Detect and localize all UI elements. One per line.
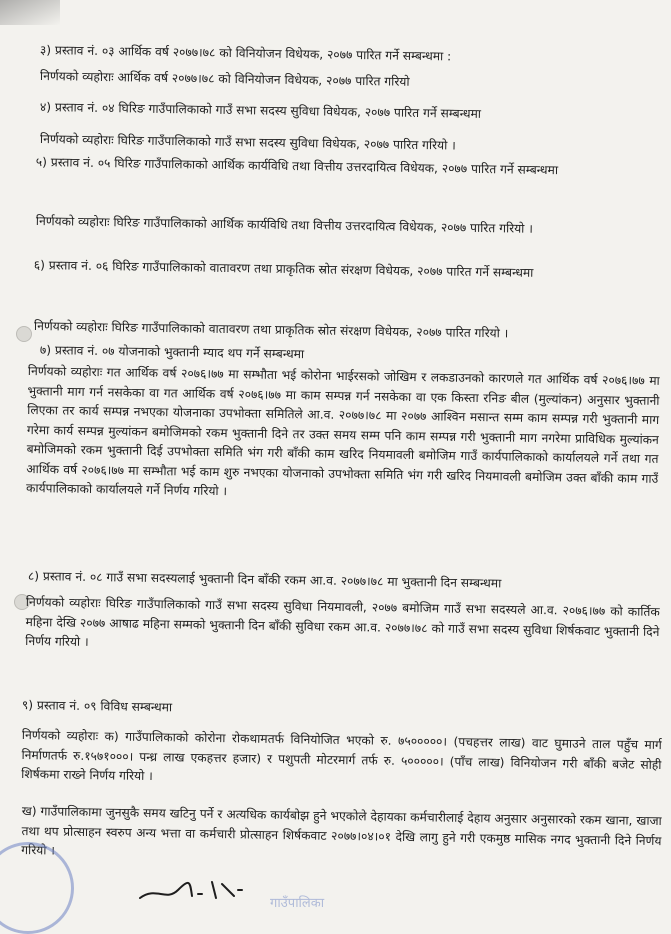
punch-hole bbox=[16, 326, 32, 342]
item-4-heading: ४) प्रस्ताव नं. ०४ घिरिङ गाउँपालिकाको गाउँ सभा सदस्य सुविधा विधेयक, २०७७ पारित गर्ने सम्बन्धमा bbox=[39, 100, 482, 121]
item-6-heading: ६) प्रस्ताव नं. ०६ घिरिङ गाउँपालिकाको वातावरण तथा प्राकृतिक स्रोत संरक्षण विधेयक, २०७७ पारित गर्ने सम्बन्धमा bbox=[33, 257, 534, 280]
item-6-decision: निर्णयको व्यहोराः घिरिङ गाउँपालिकाको वातावरण तथा प्राकृतिक स्रोत संरक्षण विधेयक, २०७७ पारित गरियो । bbox=[33, 319, 509, 341]
item-7-heading: ७) प्रस्ताव नं. ०७ योजनाको भुक्तानी म्याद थप गर्ने सम्बन्धमा bbox=[39, 343, 305, 362]
item-3-heading: ३) प्रस्ताव नं. ०३ आर्थिक वर्ष २०७७।७८ को विनियोजन विधेयक, २०७७ पारित गर्ने सम्बन्धमा : bbox=[39, 43, 452, 64]
item-8-heading: ८) प्रस्ताव नं. ०८ गाउँ सभा सदस्यलाई भुक्तानी दिन बाँकी रकम आ.व. २०७७।७८ मा भुक्तानी दिन सम्बन्धमा bbox=[27, 569, 502, 591]
item-4-decision: निर्णयको व्यहोराः घिरिङ गाउँपालिकाको गाउँ सभा सदस्य सुविधा विधेयक, २०७७ पारित गरियो । bbox=[39, 132, 456, 153]
item-7-decision: निर्णयको व्यहोराः गत आर्थिक वर्ष २०७६।७७ मा सम्भौता भई कोरोना भाईरसको जोखिम र लकडाउनको कारणले गत आर्थिक वर्ष २०७६।७७ मा भुक्तानी माग गर्न नसकेका वा गत आर्थिक वर्ष २०७६।७७ मा काम सम्पन्न गर्न नसकेका वा एक किस्ता रनिङ बील (मुल्यांकन) अनुसार भुक्तानी लिएका तर कार्य सम्पन्न नभएका योजनाका उपभोक्ता समितिले आ.व. २०७७।७८ मा २०७७ आश्विन मसान्त सम्म काम सम्पन्न गरी भुक्तानी माग गरेमा कार्य सम्पन्न मुल्यांकन बमोजिमको रकम भुक्तानी दिने तर उक्त समय सम्म पनि काम सम्पन्न गरी भुक्तानी माग नगरेमा प्राविधिक मुल्यांकन बमोजिमको रकम भुक्तानी दिई उपभोक्ता समिति भंग गरी बाँकी काम खरिद नियमावली बमोजिम गाउँ कार्यपालिकाको कार्यालयले गर्ने तथा गत आर्थिक वर्ष २०७६।७७ मा सम्भौता भई काम शुरु नभएका योजनाको उपभोक्ता समिति भंग गरी खरिद नियमावली बमोजिम उक्त बाँकी काम गाउँ कार्यपालिकाको कार्यालयले गर्ने निर्णय गरियो । bbox=[25, 363, 660, 499]
item-3-decision: निर्णयको व्यहोराः आर्थिक वर्ष २०७७।७८ को विनियोजन विधेयक, २०७७ पारित गरियो bbox=[39, 69, 410, 89]
item-5-heading: ५) प्रस्ताव नं. ०५ घिरिङ गाउँपालिकाको आर्थिक कार्यविधि तथा वित्तीय उत्तरदायित्व विधेयक, २०७७ पारित गर्ने सम्बन्धमा bbox=[35, 154, 559, 178]
item-9-decision-b: ख) गाउँपालिकामा जुनसुकै समय खटिनु पर्ने र अत्यधिक कार्यबोझ हुने भएकोले देहायका कर्मचारीलाई देहाय अनुसार अनुसारको रकम खाना, खाजा तथा थप प्रोत्साहन स्वरुप अन्य भत्ता वा कर्मचारी प्रोत्साहन शिर्षकवाट २०७७।०४।०१ देखि लागु हुने गरी एकमुष्ठ मासिक नगद भुक्तानी दिने निर्णय गरियो । bbox=[21, 803, 662, 858]
item-9-decision-a: निर्णयको व्यहोराः क) गाउँपालिकाको कोरोना रोकथामतर्फ विनियोजित भएको रु. ७५०००००। (पचहत्तर लाख) वाट घुमाउने ताल पहुँच मार्ग निर्माणतर्फ रु.१५७१०००। पन्ध्र लाख एकहत्तर हजार) र पशुपती मोटरमार्ग तर्फ रु. ५०००००। (पाँच लाख) विनियोजन गरी बाँकी बजेट सोही शिर्षकमा राख्ने निर्णय गरियो । bbox=[21, 727, 662, 784]
item-8-decision: निर्णयको व्यहोराः घिरिङ गाउँपालिकाको गाउँ सभा सदस्य सुविधा नियमावली, २०७७ बमोजिम गाउँ सभा सदस्यले आ.व. २०७६।७७ को कार्तिक महिना देखि २०७७ आषाढ महिना सम्मको भुक्तानी दिन बाँकी सुविधा रकम आ.व. २०७७।७८ को गाउँ सभा सदस्य सुविधा शिर्षकवाट भुक्तानी दिने निर्णय गरियो । bbox=[25, 594, 660, 649]
item-5-decision: निर्णयको व्यहोराः घिरिङ गाउँपालिकाको आर्थिक कार्यविधि तथा वित्तीय उत्तरदायित्व विधेयक, २०७७ पारित गरियो । bbox=[35, 213, 534, 236]
signature-mark bbox=[138, 872, 268, 906]
scan-shadow bbox=[0, 0, 60, 25]
stamp-text: गाउँपालिका bbox=[270, 896, 325, 911]
item-9-heading: ९) प्रस्ताव नं. ०९ विविध सम्बन्धमा bbox=[21, 698, 173, 715]
